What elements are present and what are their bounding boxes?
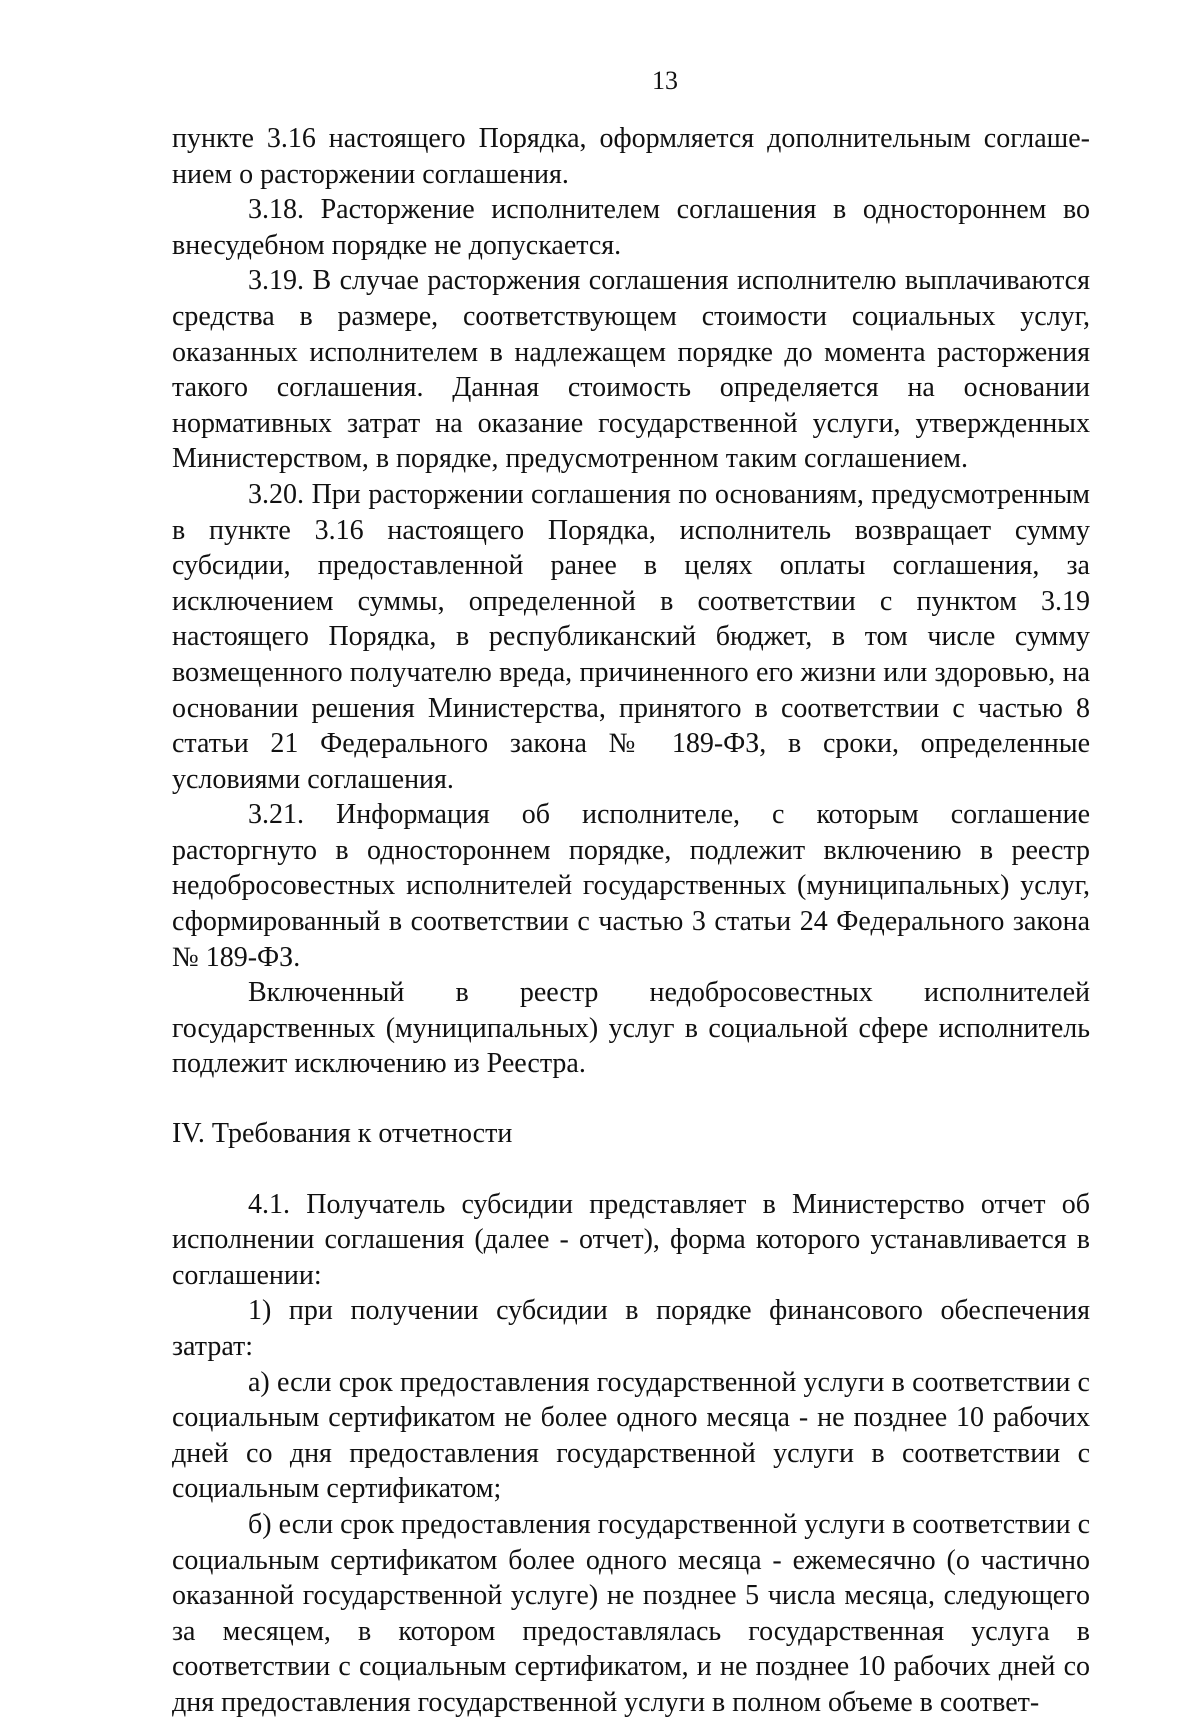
paragraph-3-18: 3.18. Расторжение исполнителем соглашения в одностороннем во внесудебном порядке не допускается. xyxy=(172,194,1090,261)
paragraph-4-1-item-1: 1) при получении субсидии в порядке финансового обеспечения затрат: xyxy=(172,1295,1090,1362)
page-number: 13 xyxy=(652,66,678,95)
paragraphs-after xyxy=(172,1187,1090,1721)
section-heading: IV. Требования к отчетности xyxy=(172,1118,513,1150)
paragraph-4-1-item-1-b: б) если срок предоставления государственной услуги в соответствии с социальным сертификатом более одного месяца - ежемесячно (о частично оказанной государственной услуге) не позднее 5 числа месяца, следующего за месяцем, в котором предоставлялась государственная услуга в соответствии с социальным сертификатом, и не позднее 10 рабочих дней со дня предоставления государственной услуги в полном объеме в соответ- xyxy=(172,1508,1090,1718)
paragraph-4-1-item-1-a: а) если срок предоставления государственной услуги в соответствии с социальным сертификатом не более одного месяца - не позднее 10 рабочих дней со дня предоставления государственной услуги в соответствии с социальным сертификатом; xyxy=(172,1366,1090,1505)
paragraph-continuation: пункте 3.16 настоящего Порядка, оформляется дополнительным соглашением о расторжении соглашения. xyxy=(172,123,1090,190)
paragraph-3-19: 3.19. В случае расторжения соглашения исполнителю выплачиваются средства в размере, соответствующем стоимости социальных услуг, оказанных исполнителем в надлежащем порядке до момента расторжения такого соглашения. Данная стоимость определяется на основании нормативных затрат на оказание государственной услуги, утвержденных Министерством, в порядке, предусмотренном таким соглашением. xyxy=(172,265,1090,475)
paragraphs-before xyxy=(172,121,1090,1082)
paragraph-3-20: 3.20. При расторжении соглашения по основаниям, предусмотренным в пункте 3.16 настоящего Порядка, исполнитель возвращает сумму субсидии, предоставленной ранее в целях оплаты соглашения, за исключением суммы, определенной в соответствии с пунктом 3.19 настоящего Порядка, в республиканский бюджет, в том числе сумму возмещенного получателю вреда, причиненного его жизни или здоровью, на основании решения Министерства, принятого в соответствии с частью 8 статьи 21 Федерального закона № 189-ФЗ, в сроки, определенные условиями соглашения. xyxy=(172,478,1090,795)
document-body xyxy=(172,121,1090,1721)
paragraph-3-21-registry-exclusion: Включенный в реестр недобросовестных исполнителей государственных (муниципальных) услуг в социальной сфере исполнитель подлежит исключению из Реестра. xyxy=(172,977,1090,1080)
paragraph-4-1: 4.1. Получатель субсидии представляет в Министерство отчет об исполнении соглашения (далее - отчет), форма которого устанавливается в соглашении: xyxy=(172,1188,1090,1291)
paragraph-3-21: 3.21. Информация об исполнителе, с которым соглашение расторгнуто в одностороннем порядке, подлежит включению в реестр недобросовестных исполнителей государственных (муниципальных) услуг, сформированный в соответствии с частью 3 статьи 24 Федерального закона № 189-ФЗ. xyxy=(172,799,1090,973)
